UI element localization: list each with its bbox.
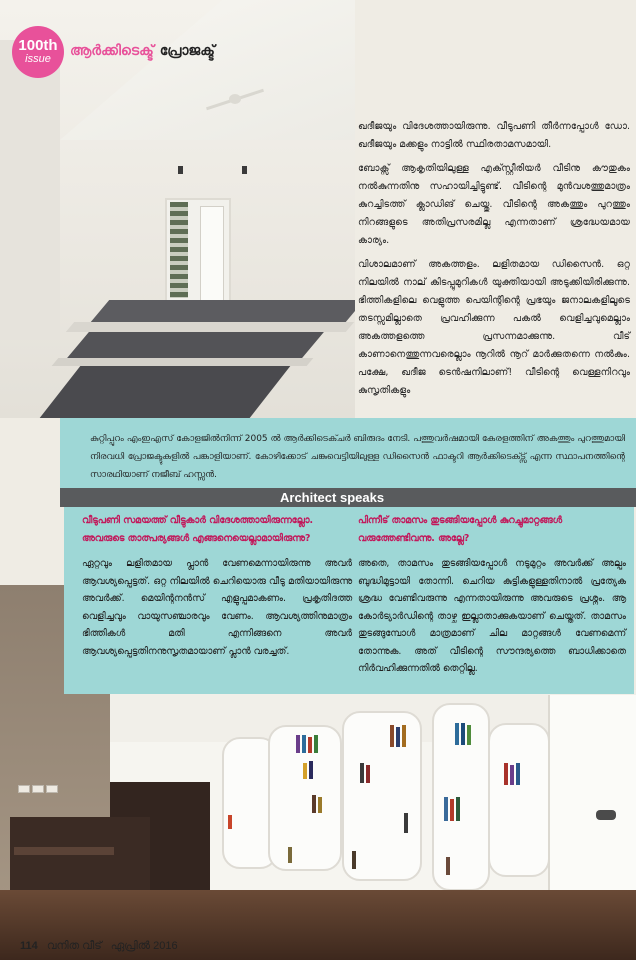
qa-answer: അതെ, താമസം തുടങ്ങിയപ്പോൾ നടുമുറ്റം അവർക്ക് അല്പം ബുദ്ധിമുട്ടായി തോന്നി. ചെറിയ കുട്ടികളുള്ളതിനാൽ പ്രത്യേക ശ്രദ്ധ വേണ്ടിവരുന്നു എന്നതായിരുന്നു അവരുടെ പ്രശ്നം. ആ കോർട്യാർഡിന്റെ താഴ്ച ഇല്ലാതാക്കുകയാണ് ചെയ്തത്. താമസം തുടങ്ങുമ്പോൾ മാത്രമാണ് ചില മാറ്റങ്ങൾ വേണമെന്ന് തോന്നുക. അത് വീടിന്റെ സൗന്ദര്യത്തെ ബാധിക്കാതെ നിർവഹിക്കുന്നതിൽ തെറ്റില്ല. — [358, 558, 626, 674]
ceiling-fan — [205, 92, 265, 108]
window-pane — [200, 206, 224, 302]
page-footer — [0, 936, 300, 956]
switch-plate — [32, 785, 44, 793]
book — [396, 727, 400, 747]
book — [309, 761, 313, 779]
article-paragraph: ഖദീജയും വിദേശത്തായിരുന്നു. വീടുപണി തീർന്നപ്പോൾ ഡോ. ഖദീജയും മക്കളും നാട്ടിൽ സ്ഥിരതാമസമായി. — [358, 121, 630, 150]
book — [461, 723, 465, 745]
book — [446, 857, 450, 875]
book — [455, 723, 459, 745]
switch-plate — [18, 785, 30, 793]
badge-number: 100th — [18, 37, 58, 54]
book — [308, 737, 312, 753]
book — [404, 813, 408, 833]
book — [288, 847, 292, 863]
window-louvers — [170, 202, 188, 298]
book — [402, 725, 406, 747]
qa-column-right — [358, 512, 626, 678]
page-number: 114 — [20, 940, 38, 952]
book — [444, 797, 448, 821]
book — [228, 815, 232, 829]
wall-light — [178, 166, 183, 174]
section-heading — [70, 40, 215, 62]
architect-intro-text: കുറ്റിപ്പുറം എംഇഎസ് കോളജിൽനിന്ന് 2005 ൽ ആർക്കിടെക്ചർ ബിരുദം നേടി. പത്തുവർഷമായി കേരളത്തിന് അകത്തും പുറത്തുമായി നിരവധി പ്രോജക്ടുകളിൽ പങ്കാളിയാണ്. കോഴിക്കോട് ചങ്കുവെട്ടിയിലുള്ള ഡിസൈൻ ഫാക്ടറി ആർക്കിടെക്ട്സ് എന്ന സ്ഥാപനത്തിന്റെ സാരഥിയാണ് നജീബ് ഹസ്സൻ. — [90, 434, 625, 480]
architect-speaks-title: Architect speaks — [280, 490, 385, 505]
book — [296, 735, 300, 753]
book — [312, 795, 316, 813]
issue-badge — [12, 26, 64, 78]
book — [302, 735, 306, 753]
footer-date: ഏപ്രിൽ 2016 — [110, 940, 178, 952]
book — [510, 765, 514, 785]
door-handle — [596, 810, 616, 820]
article-paragraph: ബോക്സ് ആകൃതിയിലുള്ള എക്സ്റ്റീരിയർ വീടിനു കൗതുകം നൽകുന്നതിനു സഹായിച്ചിട്ടുണ്ട്. വീടിന്റെ മുൻവശത്തുമാത്രം കുറച്ചിടത്ത് ക്ലാഡിങ് ചെയ്തു. വീടിന്റെ അകത്തും പുറത്തും നിറങ്ങളുടെ അതിപ്രസരമില്ല എന്നതാണ് ശ്രദ്ധേയമായ കാര്യം. — [358, 163, 630, 246]
book — [352, 851, 356, 869]
book — [456, 797, 460, 821]
qa-answer: ഏറ്റവും ലളിതമായ പ്ലാൻ വേണമെന്നായിരുന്നു അവർ ആവശ്യപ്പെട്ടത്. ഒറ്റ നിലയിൽ ചെറിയൊരു വീടു മതിയായിരുന്നു അവർക്ക്. മെയിന്റനൻസ് എളുപ്പമാകണം. പ്രകൃതിദത്ത വെളിച്ചവും വായുസഞ്ചാരവും വേണം. ആവശ്യത്തിനുമാത്രം ഭിത്തികൾ മതി എന്നിങ്ങനെ അവർ ആവശ്യപ്പെട്ടതിനനുസൃതമായാണ് പ്ലാൻ വരച്ചത്. — [82, 558, 352, 657]
article-column-right — [358, 118, 630, 406]
bookshelf-letter — [488, 723, 550, 877]
book — [360, 763, 364, 783]
staircase — [60, 300, 355, 418]
sloped-ceiling — [60, 0, 355, 140]
section-heading-part1: ആർക്കിടെക്ട് — [70, 43, 154, 59]
qa-question: പിന്നീട് താമസം തുടങ്ങിയപ്പോൾ കുറച്ചുമാറ്റങ്ങൾ വരുത്തേണ്ടിവന്നു. അല്ലേ? — [358, 515, 563, 544]
badge-word: issue — [25, 53, 51, 65]
book — [516, 763, 520, 785]
qa-column-left — [82, 512, 352, 660]
footer-magazine: വനിത വീട് — [46, 940, 102, 952]
switch-plate — [46, 785, 58, 793]
console-shelf — [14, 847, 114, 855]
section-heading-part2: പ്രോജക്ട് — [159, 43, 215, 59]
book — [366, 765, 370, 783]
article-paragraph: വിശാലമാണ് അകത്തളം. ലളിതമായ ഡിസൈൻ. ഒറ്റ നിലയിൽ നാല് കിടപ്പുമുറികൾ യുക്തിയായി അടുക്കിയിരിക്കുന്നു. ഭിത്തികളിലെ വെളുത്ത പെയിന്റിന്റെ പ്രഭയും ജനാലകളിലൂടെ തടസ്സമില്ലാതെ പ്രവഹിക്കുന്ന പകൽ വെളിച്ചവുമെല്ലാം അകത്തളത്തെ പ്രസന്നമാക്കുന്നു. വീട് കാണാനെത്തുന്നവരെല്ലാം നൂറിൽ നൂറ് മാർക്കുതന്നെ നൽകും. പക്ഷേ, ഖദീജ ടെൻഷനിലാണ്! വീടിന്റെ വെള്ളനിറവും കുസൃതികളും — [358, 259, 630, 396]
qa-question: വീടുപണി സമയത്ത് വീട്ടുകാർ വിദേശത്തായിരുന്നല്ലോ. അവരുടെ താത്പര്യങ്ങൾ എങ്ങനെയെല്ലാമായിരുന്നു? — [82, 515, 314, 544]
wall-light — [242, 166, 247, 174]
book — [390, 725, 394, 747]
book — [314, 735, 318, 753]
book — [504, 763, 508, 785]
book — [318, 797, 322, 813]
book — [450, 799, 454, 821]
book — [303, 763, 307, 779]
book — [467, 725, 471, 745]
